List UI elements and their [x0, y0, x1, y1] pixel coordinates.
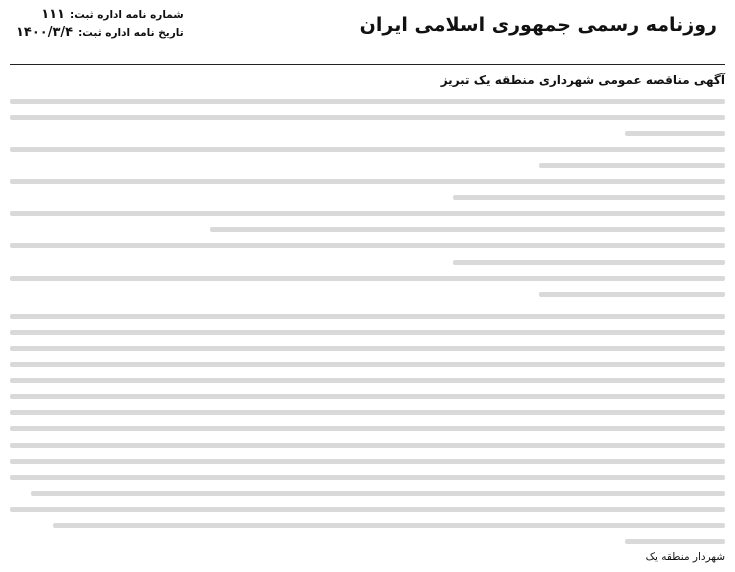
- conditions-text-line: [10, 314, 725, 319]
- project-item-line: [10, 276, 725, 281]
- conditions-text-line: [10, 410, 725, 415]
- project-item-line: [10, 147, 725, 152]
- notice-heading: آگهی مناقصه عمومی شهرداری منطقه یک تبریز: [440, 73, 725, 87]
- project-item-line: [210, 227, 725, 232]
- registration-number-row: [16, 6, 184, 24]
- registration-number-label: شماره نامه اداره ثبت:: [70, 9, 184, 21]
- contact-text-line: [10, 507, 725, 512]
- registration-date: ۱۴۰۰/۳/۴: [16, 25, 74, 40]
- intro-text-line: [10, 115, 725, 120]
- project-item-line: [10, 243, 725, 248]
- project-item-line: [453, 195, 725, 200]
- registration-date-row: [16, 24, 184, 42]
- registration-number: ۱۱۱: [41, 7, 65, 22]
- conditions-text-line: [10, 346, 725, 351]
- intro-text-line: [625, 131, 725, 136]
- paragraph-gap: [10, 302, 725, 308]
- conditions-text-line: [10, 330, 725, 335]
- conditions-text-line: [10, 378, 725, 383]
- contact-text-line: [53, 523, 725, 528]
- conditions-text-line: [10, 362, 725, 367]
- registration-block: [16, 6, 184, 42]
- project-item-line: [539, 163, 725, 168]
- conditions-text-line: [10, 475, 725, 480]
- conditions-text-line: [10, 426, 725, 431]
- conditions-text-line: [10, 394, 725, 399]
- project-item-line: [10, 179, 725, 184]
- masthead-divider: [10, 64, 725, 65]
- conditions-text-line: [31, 491, 725, 496]
- notice-body: [10, 93, 725, 534]
- project-item-line: [10, 211, 725, 216]
- masthead: [10, 6, 725, 58]
- registration-date-label: تاریخ نامه اداره ثبت:: [78, 27, 184, 39]
- conditions-text-line: [10, 459, 725, 464]
- intro-text-line: [10, 99, 725, 104]
- signature-block: [10, 539, 725, 565]
- signature-title: شهردار منطقه یک: [645, 550, 725, 563]
- signature-closing-line: [625, 539, 725, 544]
- newspaper-title: روزنامه رسمی جمهوری اسلامی ایران: [359, 14, 717, 36]
- project-item-line: [453, 260, 725, 265]
- conditions-text-line: [10, 443, 725, 448]
- project-item-line: [539, 292, 725, 297]
